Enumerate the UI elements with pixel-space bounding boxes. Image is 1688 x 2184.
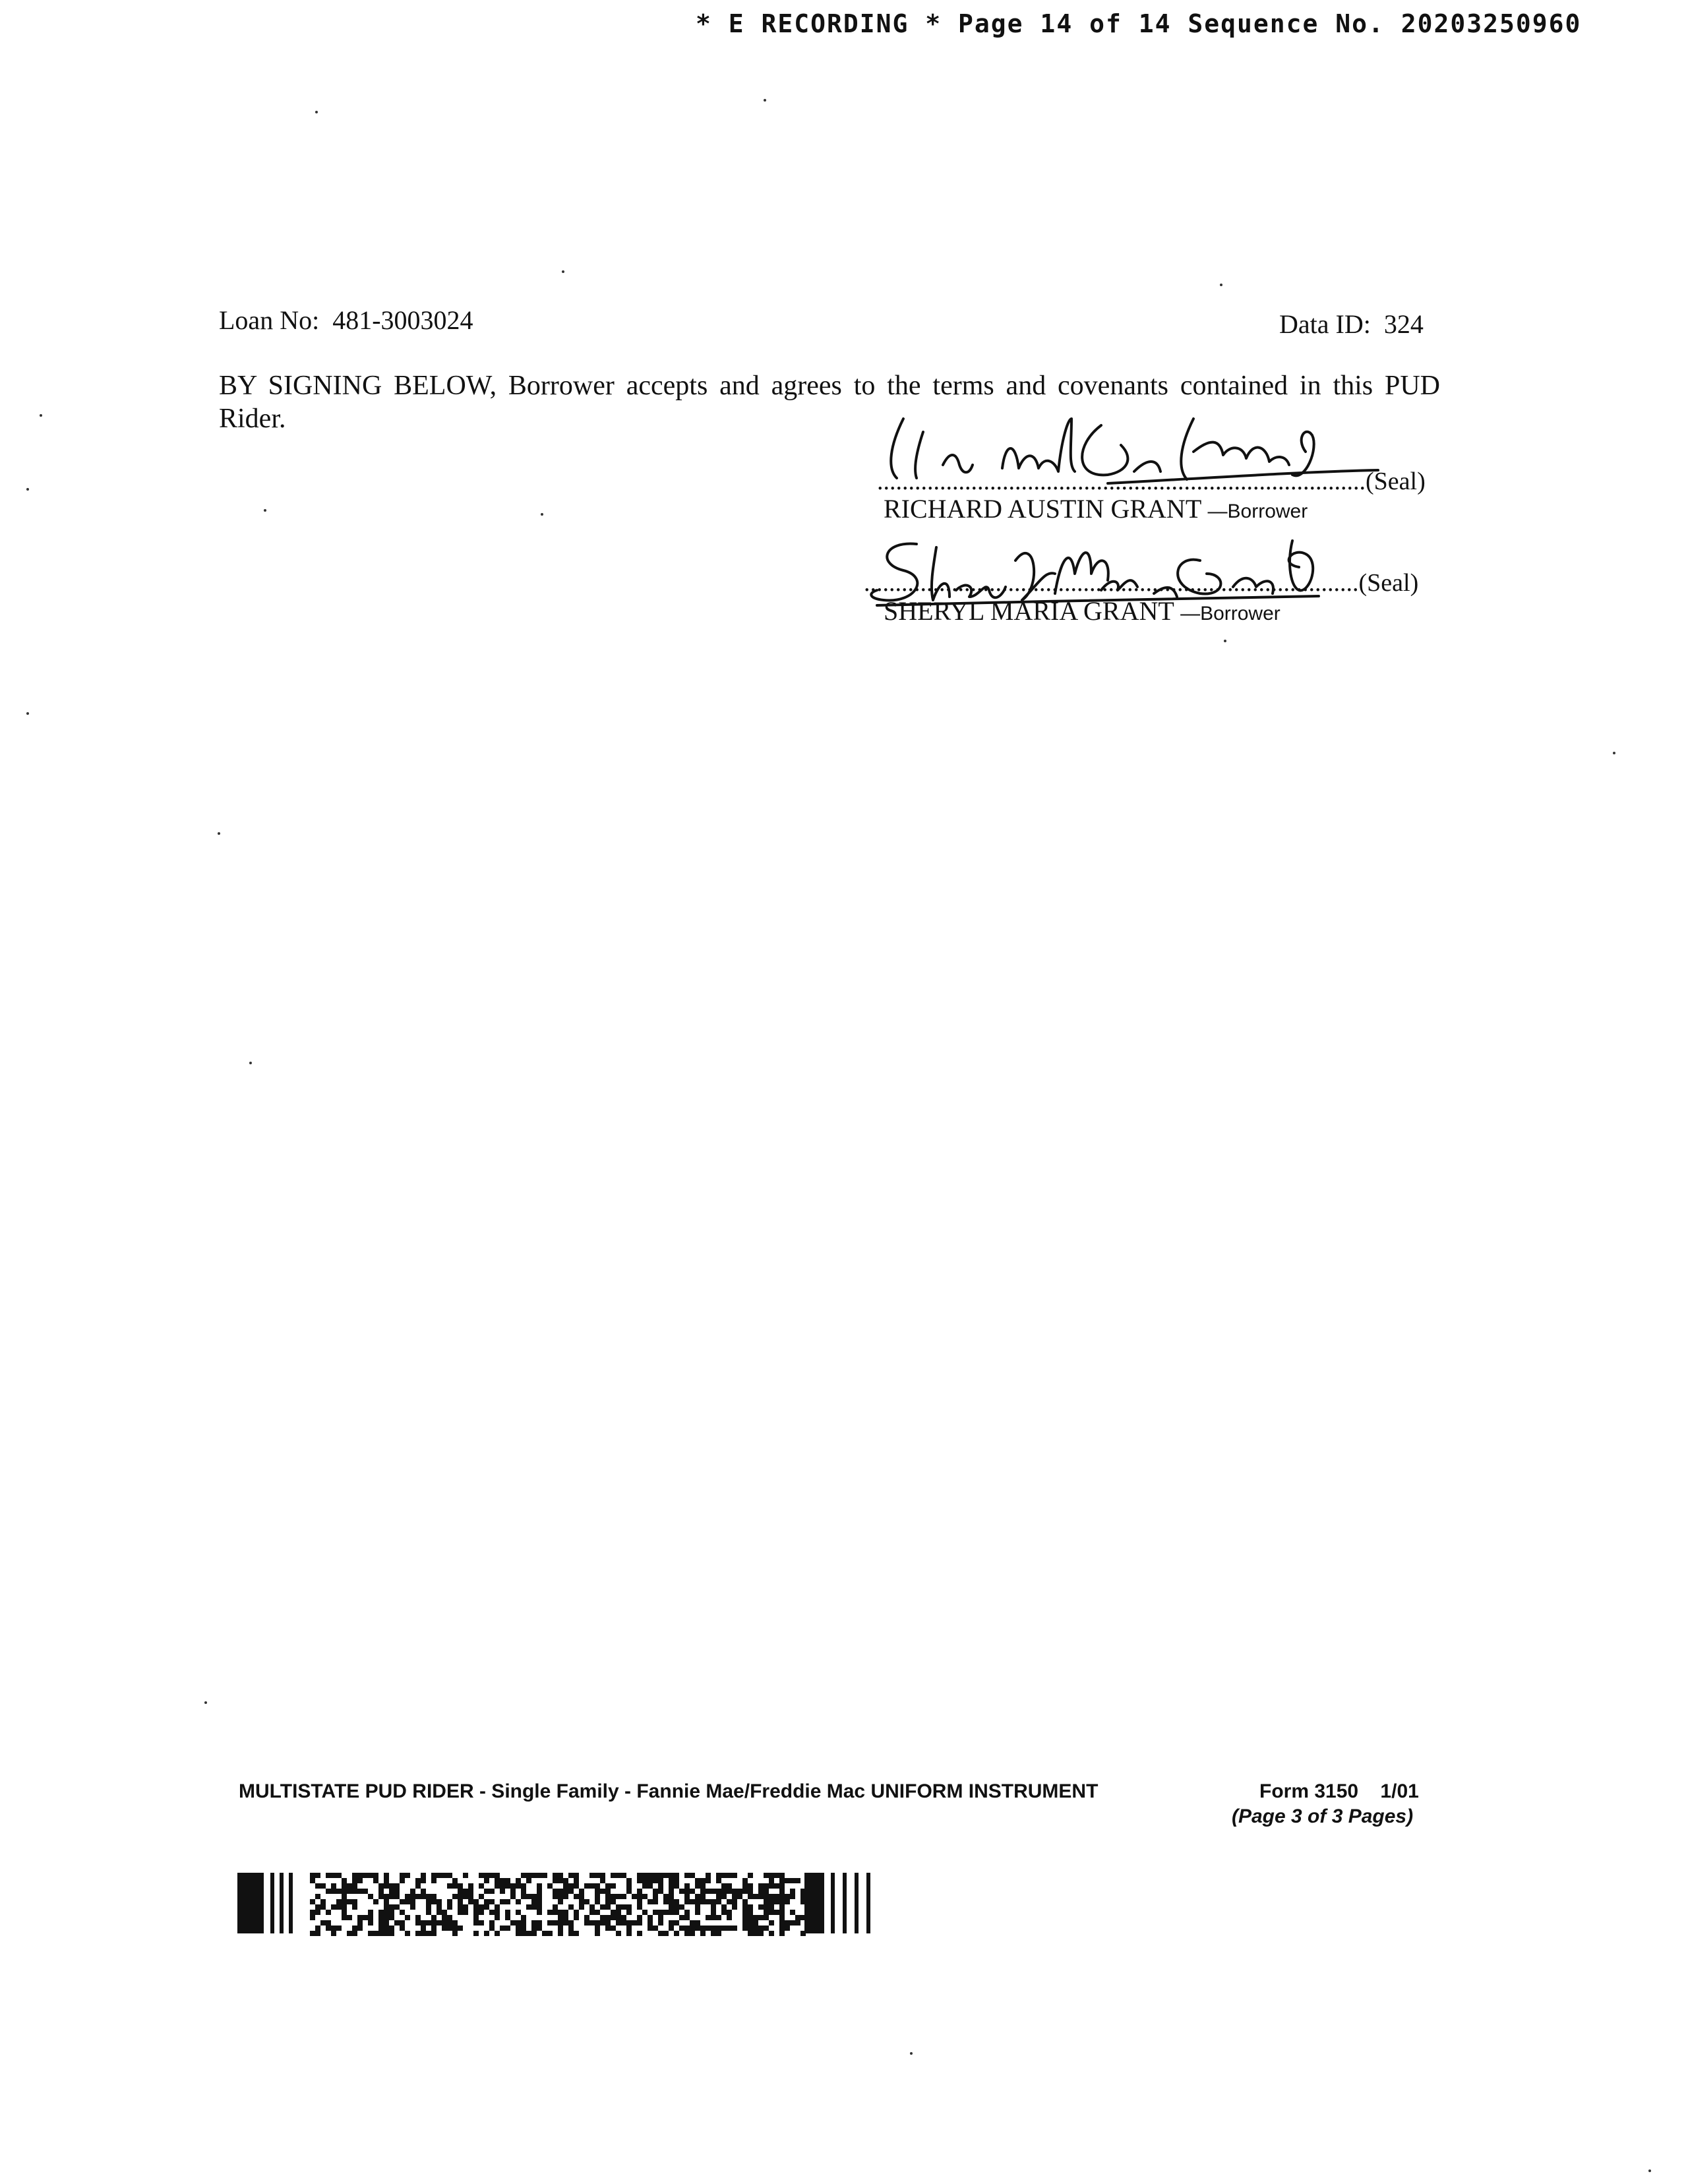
scan-speck bbox=[26, 712, 29, 715]
data-id-label: Data ID: bbox=[1279, 309, 1371, 339]
barcode-icon bbox=[237, 1873, 884, 1939]
scan-speck bbox=[264, 509, 266, 512]
loan-number-label: Loan No: bbox=[219, 305, 320, 335]
scan-speck bbox=[315, 111, 318, 113]
signature-line-1 bbox=[877, 467, 1426, 496]
scan-speck bbox=[1613, 752, 1615, 754]
form-number-value: Form 3150 bbox=[1259, 1780, 1359, 1802]
loan-number bbox=[219, 305, 473, 336]
scan-speck bbox=[249, 1062, 252, 1064]
scan-speck bbox=[541, 513, 543, 516]
recording-header: * E RECORDING * Page 14 of 14 Sequence No. 20203250960 bbox=[696, 9, 1582, 38]
scan-speck bbox=[562, 270, 564, 273]
scan-speck bbox=[1648, 2169, 1651, 2172]
borrower-name: RICHARD AUSTIN GRANT bbox=[884, 494, 1201, 524]
seal-label: (Seal) bbox=[1366, 468, 1426, 495]
data-id bbox=[1279, 309, 1424, 340]
scan-speck bbox=[40, 414, 42, 417]
acceptance-paragraph: BY SIGNING BELOW, Borrower accepts and agrees to the terms and covenants contained in this PUD Rider. bbox=[219, 371, 1440, 434]
scan-speck bbox=[218, 832, 220, 835]
form-title: MULTISTATE PUD RIDER - Single Family - Fannie Mae/Freddie Mac UNIFORM INSTRUMENT bbox=[239, 1780, 1099, 1802]
signature-dots: ............................................................................... bbox=[864, 569, 1359, 597]
scan-speck bbox=[910, 2052, 913, 2055]
signature-dots: .............................................................................. bbox=[877, 468, 1366, 495]
borrower-name: SHERYL MARIA GRANT bbox=[884, 596, 1174, 626]
page-info: (Page 3 of 3 Pages) bbox=[1232, 1805, 1414, 1827]
loan-number-value: 481-3003024 bbox=[332, 305, 473, 335]
scan-speck bbox=[1224, 640, 1226, 642]
data-id-value: 324 bbox=[1383, 309, 1424, 339]
scan-speck bbox=[26, 488, 29, 491]
scan-speck bbox=[204, 1701, 207, 1704]
seal-label: (Seal) bbox=[1358, 569, 1419, 597]
borrower-role: —Borrower bbox=[1207, 501, 1308, 522]
signature-line-2 bbox=[864, 568, 1418, 597]
scan-speck bbox=[764, 99, 766, 102]
borrower-name-1 bbox=[884, 493, 1308, 524]
scan-speck bbox=[1220, 284, 1222, 286]
form-date: 1/01 bbox=[1380, 1780, 1419, 1802]
borrower-role: —Borrower bbox=[1180, 603, 1281, 624]
form-number bbox=[1259, 1780, 1419, 1803]
borrower-name-2 bbox=[884, 595, 1281, 626]
